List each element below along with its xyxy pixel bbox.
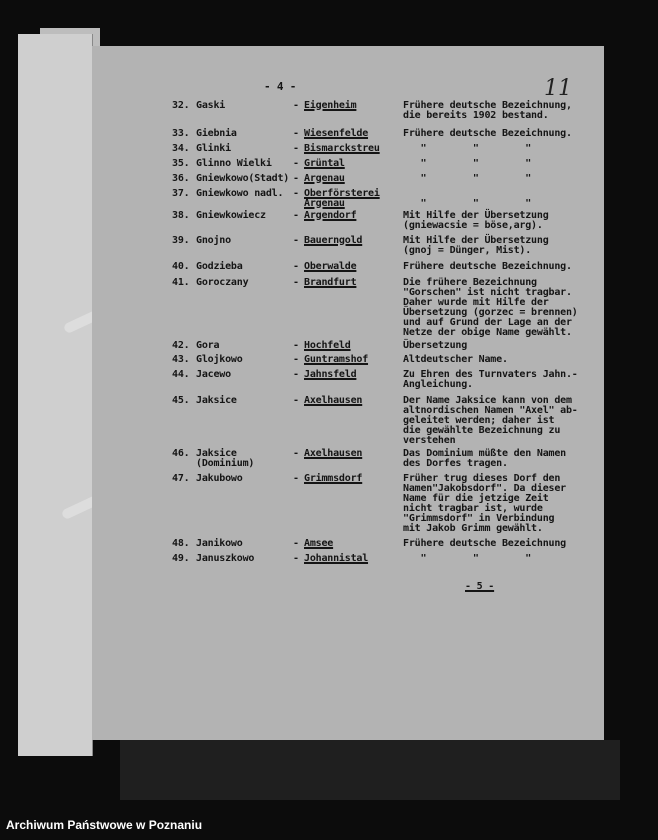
entry-number: 43.	[172, 354, 190, 365]
explanation: Mit Hilfe der Übersetzung (gnoj = Dünger, Mist).	[403, 235, 549, 256]
polish-name: Gniewkowo(Stadt)	[196, 173, 290, 184]
german-name: Eigenheim	[304, 100, 357, 111]
explanation: Übersetzung	[403, 340, 468, 351]
entry-number: 35.	[172, 158, 190, 169]
german-name: Argenau	[304, 173, 345, 184]
polish-name: Gaski	[196, 100, 226, 111]
german-name: Grüntal	[304, 158, 345, 169]
polish-name: Jaksice (Dominium)	[196, 448, 255, 469]
explanation: " " "	[403, 143, 532, 154]
german-name: Argendorf	[304, 210, 357, 221]
polish-name: Glinki	[196, 143, 231, 154]
polish-name: Januszkowo	[196, 553, 255, 564]
polish-name: Jaksice	[196, 395, 237, 406]
binder-strip	[18, 34, 93, 756]
german-name: Bismarckstreu	[304, 143, 380, 154]
german-name: Oberwalde	[304, 261, 357, 272]
polish-name: Gora	[196, 340, 220, 351]
german-name: Jahnsfeld	[304, 369, 357, 380]
explanation: Frühere deutsche Bezeichnung.	[403, 261, 572, 272]
german-name: Axelhausen	[304, 448, 363, 459]
german-name: Johannistal	[304, 553, 369, 564]
german-name: Brandfurt	[304, 277, 357, 288]
entry-number: 33.	[172, 128, 190, 139]
entry-number: 38.	[172, 210, 190, 221]
dash: -	[293, 277, 299, 288]
dash: -	[293, 261, 299, 272]
entry-number: 39.	[172, 235, 190, 246]
german-name: Amsee	[304, 538, 334, 549]
page-footer: - 5 -	[465, 581, 495, 592]
dash: -	[293, 340, 299, 351]
explanation: " " "	[403, 158, 532, 169]
document-page	[92, 46, 604, 740]
polish-name: Goroczany	[196, 277, 249, 288]
polish-name: Glojkowo	[196, 354, 243, 365]
dash: -	[293, 369, 299, 380]
dash: -	[293, 235, 299, 246]
explanation: " " "	[420, 198, 532, 209]
entry-number: 32.	[172, 100, 190, 111]
entry-number: 44.	[172, 369, 190, 380]
polish-name: Giebnia	[196, 128, 237, 139]
dash: -	[293, 158, 299, 169]
explanation: " " "	[403, 553, 532, 564]
entry-number: 49.	[172, 553, 190, 564]
explanation: Früher trug dieses Dorf den Namen"Jakobsdorf". Da dieser Name für die jetzige Zeit nicht tragbar ist, wurde "Grimmsdorf" in Verbindung mit Jakob Grimm gewählt.	[403, 473, 566, 534]
german-name: Hochfeld	[304, 340, 351, 351]
explanation: Mit Hilfe der Übersetzung (gniewacsie = böse,arg).	[403, 210, 549, 231]
dash: -	[293, 473, 299, 484]
entry-number: 36.	[172, 173, 190, 184]
german-name: Grimmsdorf	[304, 473, 363, 484]
entry-number: 42.	[172, 340, 190, 351]
polish-name: Gniewkowo nadl.	[196, 188, 284, 199]
entry-number: 37.	[172, 188, 190, 199]
dash: -	[293, 354, 299, 365]
dash: -	[293, 128, 299, 139]
entry-number: 47.	[172, 473, 190, 484]
entry-number: 46.	[172, 448, 190, 459]
entry-number: 48.	[172, 538, 190, 549]
dash: -	[293, 448, 299, 459]
dash: -	[293, 395, 299, 406]
explanation: Altdeutscher Name.	[403, 354, 508, 365]
dash: -	[293, 553, 299, 564]
polish-name: Godzieba	[196, 261, 243, 272]
polish-name: Janikowo	[196, 538, 243, 549]
explanation: " " "	[403, 173, 532, 184]
explanation: Das Dominium müßte den Namen des Dorfes tragen.	[403, 448, 566, 469]
scan-background	[120, 740, 620, 800]
polish-name: Glinno Wielki	[196, 158, 272, 169]
explanation: Zu Ehren des Turnvaters Jahn.- Angleichung.	[403, 369, 578, 390]
explanation: Frühere deutsche Bezeichnung	[403, 538, 566, 549]
explanation: Frühere deutsche Bezeichnung.	[403, 128, 572, 139]
german-name: Bauerngold	[304, 235, 363, 246]
dash: -	[293, 143, 299, 154]
dash: -	[293, 538, 299, 549]
dash: -	[293, 100, 299, 111]
entry-number: 34.	[172, 143, 190, 154]
german-name: Oberförsterei Argenau	[304, 188, 380, 209]
page-header: - 4 -	[264, 80, 297, 93]
polish-name: Gnojno	[196, 235, 231, 246]
german-name: Wiesenfelde	[304, 128, 369, 139]
explanation: Der Name Jaksice kann von dem altnordischen Namen "Axel" ab- geleitet werden; daher ist die gewählte Bezeichnung zu verstehen	[403, 395, 578, 446]
polish-name: Jakubowo	[196, 473, 243, 484]
german-name: Guntramshof	[304, 354, 369, 365]
dash: -	[293, 173, 299, 184]
entry-number: 41.	[172, 277, 190, 288]
dash: -	[293, 210, 299, 221]
dash: -	[293, 188, 299, 199]
entry-number: 40.	[172, 261, 190, 272]
polish-name: Gniewkowiecz	[196, 210, 266, 221]
german-name: Axelhausen	[304, 395, 363, 406]
entry-number: 45.	[172, 395, 190, 406]
explanation: Frühere deutsche Bezeichnung, die bereits 1902 bestand.	[403, 100, 572, 121]
archive-label: Archiwum Państwowe w Poznaniu	[6, 818, 203, 832]
explanation: Die frühere Bezeichnung "Gorschen" ist nicht tragbar. Daher wurde mit Hilfe der Übersetzung (gorzec = brennen) und auf Grund der Lage an der Netze der obige Name gewählt.	[403, 277, 578, 338]
handwritten-page-number: 11	[544, 76, 572, 101]
polish-name: Jacewo	[196, 369, 231, 380]
